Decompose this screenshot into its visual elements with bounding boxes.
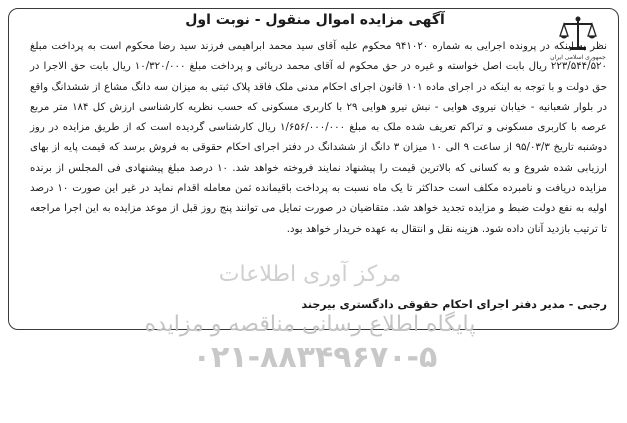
watermark-phone: ۰۲۱-۸۸۳۴۹۶۷۰-۵ — [192, 340, 438, 375]
watermark-text: مرکز آوری اطلاعات — [218, 262, 402, 287]
emblem-caption: جمهوری اسلامی ایران — [550, 54, 606, 61]
notice-signature: رجبی - مدیر دفتر اجرای احکام حقوقی دادگستری بیرجند — [301, 298, 607, 311]
watermark-site-name: پایگاه اطلاع رسانی مناقصه و مزایده — [144, 312, 476, 337]
notice-title: آگهی مزایده اموال منقول - نوبت اول — [185, 12, 445, 28]
notice-paragraph: نظر به اینکه در پرونده اجرایی به شماره ۹۴۱۰۲۰ محکوم علیه آقای سید محمد ابراهیمی فرزند سید رضا محکوم است به پرداخت مبلغ ۲۲۳/۵۴۴/۵۲۰ ریال بابت اصل خواسته و غیره در حق محکوم له آقای محمد دریائی و پرداخت مبلغ ۱۰/۳۲۰/۰۰۰ ریال بابت حق الاجرا در حق دولت و با توجه به اینکه در اجرای ماده ۱۰۱ قانون اجرای احکام مدنی ملک فاقد پلاک ثبتی به میزان سه دانگ مشاع از ششدانگ واقع در بلوار شعبانیه - خیابان نیروی هوایی - نبش نیرو هوایی ۲۹ با کاربری مسکونی که حسب نظریه کارشناسی ارزش کل ۱۸۴ متر مربع عرصه با کاربری مسکونی و تراکم تعریف شده ملک به مبلغ ۱/۶۵۶/۰۰۰/۰۰۰ ریال کارشناسی گردیده است که از طریق مزایده در روز دوشنبه تاریخ ۹۵/۰۳/۳ از ساعت ۹ الی ۱۰ میزان ۳ دانگ از ششدانگ در دفتر اجرای احکام حقوقی به فروش برسد که قیمت پایه از بهای ارزیابی شده شروع و به کسانی که بالاترین قیمت را پیشنهاد نمایند فروخته خواهد شد. ۱۰ درصد مبلغ پیشنهادی فی المجلس از برنده مزایده دریافت و نامبرده مکلف است حداکثر تا یک ماه نسبت به پرداخت باقیمانده ثمن معامله اقدام نماید در غیر این صورت ۱۰ درصد اولیه به نفع دولت ضبط و مزایده تجدید خواهد شد. متقاضیان در صورت تمایل می توانند پنج روز قبل از موعد مزایده به این اجرا مراجعه تا ترتیب بازدید آنان داده شود. هزینه نقل و انتقال به عهده خریدار خواهد بود. — [30, 41, 608, 235]
notice-body — [30, 37, 607, 240]
